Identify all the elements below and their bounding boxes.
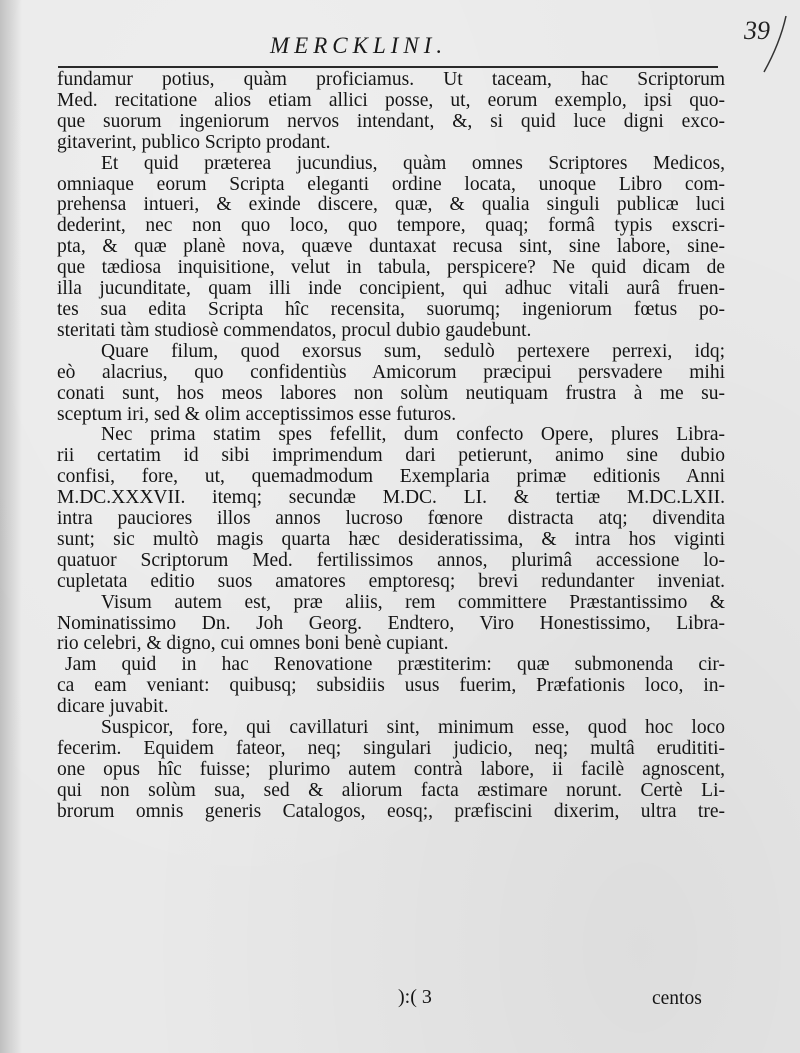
text-line: tes sua edita Scripta hîc recensita, suorumq; ingeniorum fœtus po- bbox=[57, 298, 725, 320]
header-rule bbox=[58, 66, 718, 68]
gutter-shadow bbox=[0, 0, 22, 1053]
text-line: illa jucunditate, quam illi inde concipient, qui adhuc vitali aurâ fruen- bbox=[57, 278, 725, 300]
text-line: Jam quid in hac Renovatione præstiterim: quæ submonenda cir- bbox=[65, 654, 725, 676]
text-line: que suorum ingeniorum nervos intendant, &, si quid luce digni exco- bbox=[57, 110, 725, 132]
text-line: brorum omnis generis Catalogos, eosq;, præfiscini dixerim, ultra tre- bbox=[57, 800, 725, 822]
text-line: pta, & quæ planè nova, quæve duntaxat recusa sint, sine labore, sine- bbox=[57, 236, 725, 258]
text-line: dederint, nec non quo loco, quo tempore, quaq; formâ typis exscri- bbox=[57, 215, 725, 237]
text-line: sceptum iri, sed & olim acceptissimos esse futuros. bbox=[57, 403, 457, 425]
text-line: dicare juvabit. bbox=[57, 696, 169, 718]
folio-number: 39 bbox=[744, 16, 770, 45]
text-line: omniaque eorum Scripta eleganti ordine locata, unoque Libro com- bbox=[57, 173, 725, 195]
signature-mark: ):( 3 bbox=[398, 986, 432, 1008]
text-line: rii certatim id sibi imprimendum dari petierunt, animo sine dubio bbox=[57, 445, 725, 467]
text-line: Med. recitatione alios etiam allici posse, ut, eorum exemplo, ipsi quo- bbox=[57, 89, 725, 111]
text-line: Suspicor, fore, qui cavillaturi sint, minimum esse, quod hoc loco bbox=[101, 717, 725, 739]
text-line: cupletata editio suos amatores emptoresq; brevi redundanter inveniat. bbox=[57, 570, 725, 592]
text-line: gitaverint, publico Scripto prodant. bbox=[57, 131, 331, 153]
text-line: que tædiosa inquisitione, velut in tabula, perspicere? Ne quid dicam de bbox=[57, 257, 725, 279]
text-line: Et quid præterea jucundius, quàm omnes Scriptores Medicos, bbox=[101, 152, 725, 174]
text-line: eò alacrius, quo confidentiùs Amicorum præcipui persvadere mihi bbox=[57, 361, 725, 383]
body-text bbox=[57, 70, 725, 823]
text-line: fecerim. Equidem fateor, neq; singulari judicio, neq; multâ erudititi- bbox=[57, 738, 725, 759]
text-line: conati sunt, hos meos labores non solùm neutiquam frustra à me su- bbox=[57, 382, 725, 404]
text-line: fundamur potius, quàm proficiamus. Ut taceam, hac Scriptorum bbox=[57, 69, 725, 90]
pen-stroke-mark bbox=[760, 14, 790, 74]
text-line: Quare filum, quod exorsus sum, sedulò pertexere perrexi, idq; bbox=[101, 340, 725, 362]
text-line: M.DC.XXXVII. itemq; secundæ M.DC. LI. & tertiæ M.DC.LXII. bbox=[57, 487, 725, 509]
text-line: ca eam veniant: quibusq; subsidiis usus fuerim, Præfationis loco, in- bbox=[57, 675, 725, 697]
text-line: confisi, fore, ut, quemadmodum Exemplaria primæ editionis Anni bbox=[57, 466, 725, 488]
text-line: prehensa intueri, & exinde discere, quæ, & qualia singuli publicæ luci bbox=[57, 194, 725, 216]
text-line: Nominatissimo Dn. Joh Georg. Endtero, Viro Honestissimo, Libra- bbox=[57, 612, 725, 634]
text-line: Nec prima statim spes fefellit, dum confecto Opere, plures Libra- bbox=[101, 424, 725, 446]
text-line: Visum autem est, præ aliis, rem committere Præstantissimo & bbox=[101, 591, 725, 613]
text-line: one opus hîc fuisse; plurimo autem contrà labore, ii facilè agnoscent, bbox=[57, 758, 725, 780]
text-line: quatuor Scriptorum Med. fertilissimos annos, plurimâ accessione lo- bbox=[57, 549, 725, 571]
catchword: centos bbox=[652, 988, 702, 1009]
running-header: MERCKLINI. bbox=[270, 33, 448, 58]
text-line: rio celebri, & digno, cui omnes boni benè cupiant. bbox=[57, 633, 449, 655]
text-line: sunt; sic multò magis quarta hæc desideratissima, & intra hos viginti bbox=[57, 528, 725, 550]
text-line: intra pauciores illos annos lucroso fœnore distracta atq; divendita bbox=[57, 508, 725, 530]
text-line: steritati tàm studiosè commendatos, procul dubio gaudebunt. bbox=[57, 319, 532, 341]
text-line: qui non solùm sua, sed & aliorum facta æstimare norunt. Certè Li- bbox=[57, 779, 725, 801]
